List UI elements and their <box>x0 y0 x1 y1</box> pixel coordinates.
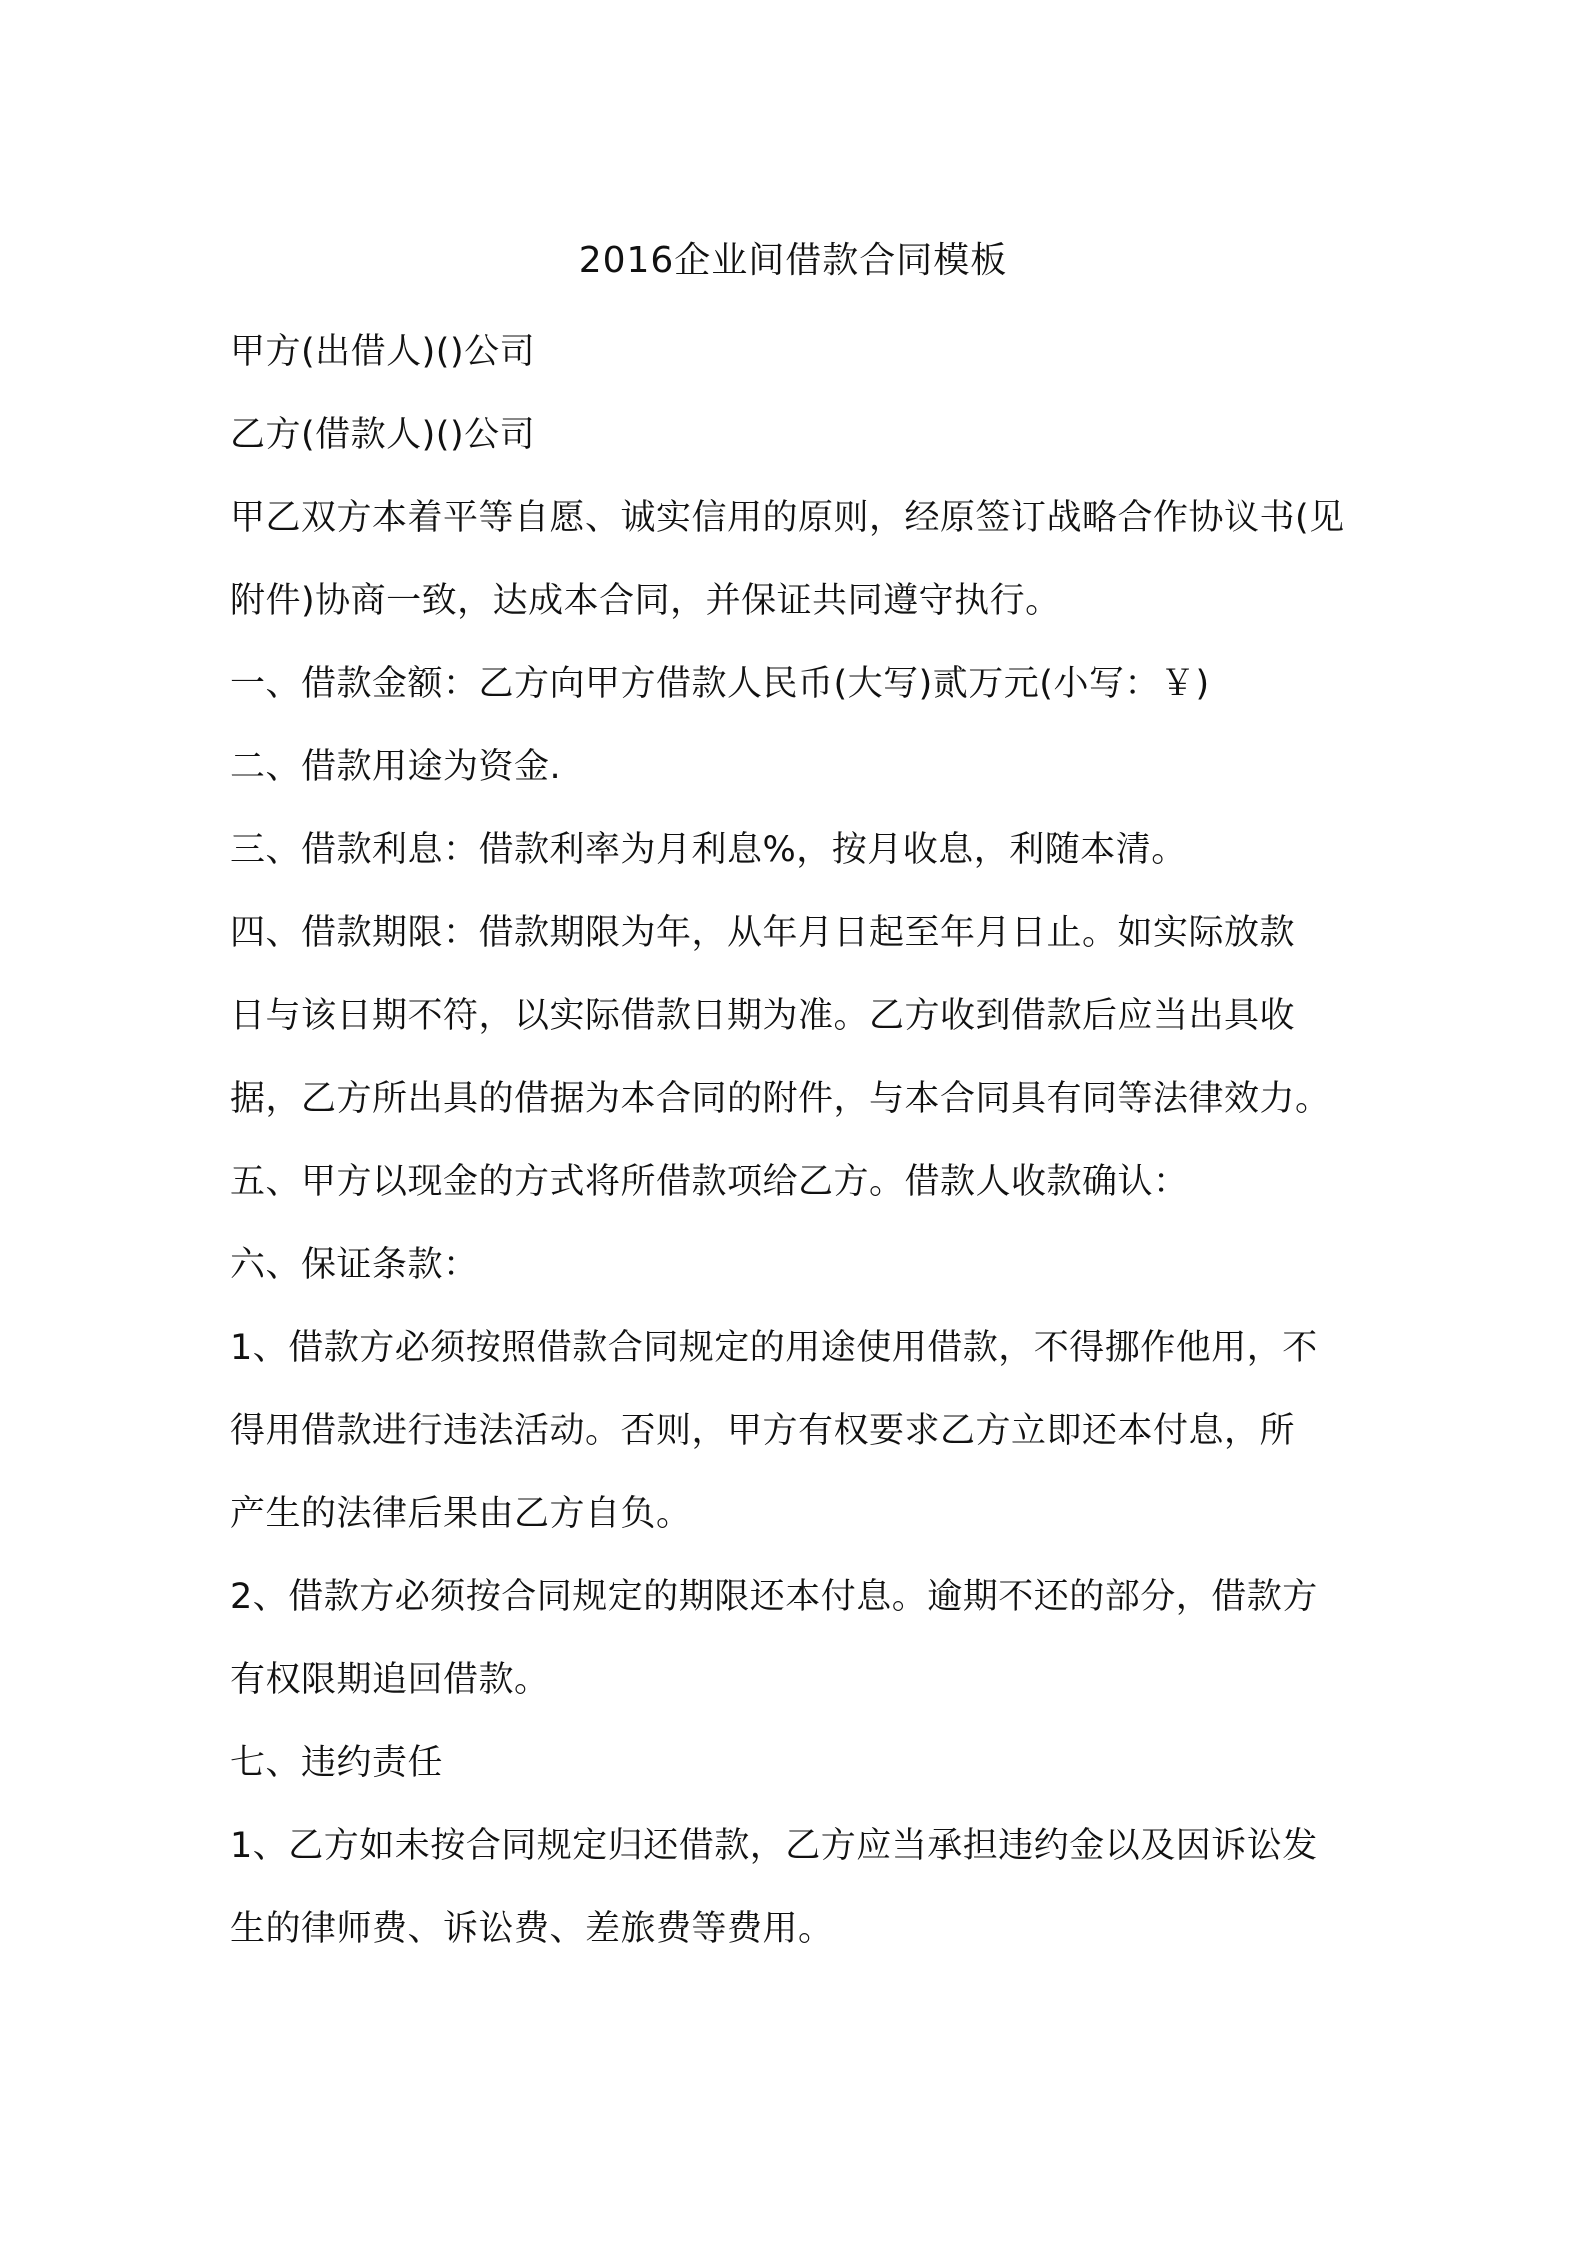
clause-7-item-1-line-2: 生的律师费、诉讼费、差旅费等费用。 <box>230 1909 834 1949</box>
clause-6-heading: 六、保证条款： <box>230 1245 479 1285</box>
party-a-line: 甲方(出借人)()公司 <box>230 332 536 372</box>
clause-6-item-1-line-2: 得用借款进行违法活动。否则，甲方有权要求乙方立即还本付息，所 <box>230 1411 1296 1451</box>
preamble-line-2: 附件)协商一致，达成本合同，并保证共同遵守执行。 <box>230 581 1061 621</box>
clause-7-heading: 七、违约责任 <box>230 1743 444 1783</box>
clause-4-term-line-3: 据，乙方所出具的借据为本合同的附件，与本合同具有同等法律效力。 <box>230 1079 1331 1119</box>
clause-2-purpose: 二、借款用途为资金. <box>230 747 562 787</box>
clause-6-item-1-line-3: 产生的法律后果由乙方自负。 <box>230 1494 692 1534</box>
clause-6-item-2-line-1: 2、借款方必须按合同规定的期限还本付息。逾期不还的部分，借款方 <box>230 1577 1318 1617</box>
clause-6-item-2-line-2: 有权限期追回借款。 <box>230 1660 550 1700</box>
clause-4-term-line-2: 日与该日期不符，以实际借款日期为准。乙方收到借款后应当出具收 <box>230 996 1296 1036</box>
document-title: 2016企业间借款合同模板 <box>578 240 1008 281</box>
clause-1-amount: 一、借款金额：乙方向甲方借款人民币(大写)贰万元(小写：￥) <box>230 664 1210 704</box>
clause-4-term-line-1: 四、借款期限：借款期限为年，从年月日起至年月日止。如实际放款 <box>230 913 1296 953</box>
clause-6-item-1-line-1: 1、借款方必须按照借款合同规定的用途使用借款，不得挪作他用，不 <box>230 1328 1318 1368</box>
party-b-line: 乙方(借款人)()公司 <box>230 415 536 455</box>
clause-5-payment: 五、甲方以现金的方式将所借款项给乙方。借款人收款确认： <box>230 1162 1189 1202</box>
document-body <box>230 322 1370 1982</box>
preamble-line-1: 甲乙双方本着平等自愿、诚实信用的原则，经原签订战略合作协议书(见 <box>230 498 1345 538</box>
clause-3-interest: 三、借款利息：借款利率为月利息%，按月收息，利随本清。 <box>230 830 1187 870</box>
clause-7-item-1-line-1: 1、乙方如未按合同规定归还借款，乙方应当承担违约金以及因诉讼发 <box>230 1826 1318 1866</box>
